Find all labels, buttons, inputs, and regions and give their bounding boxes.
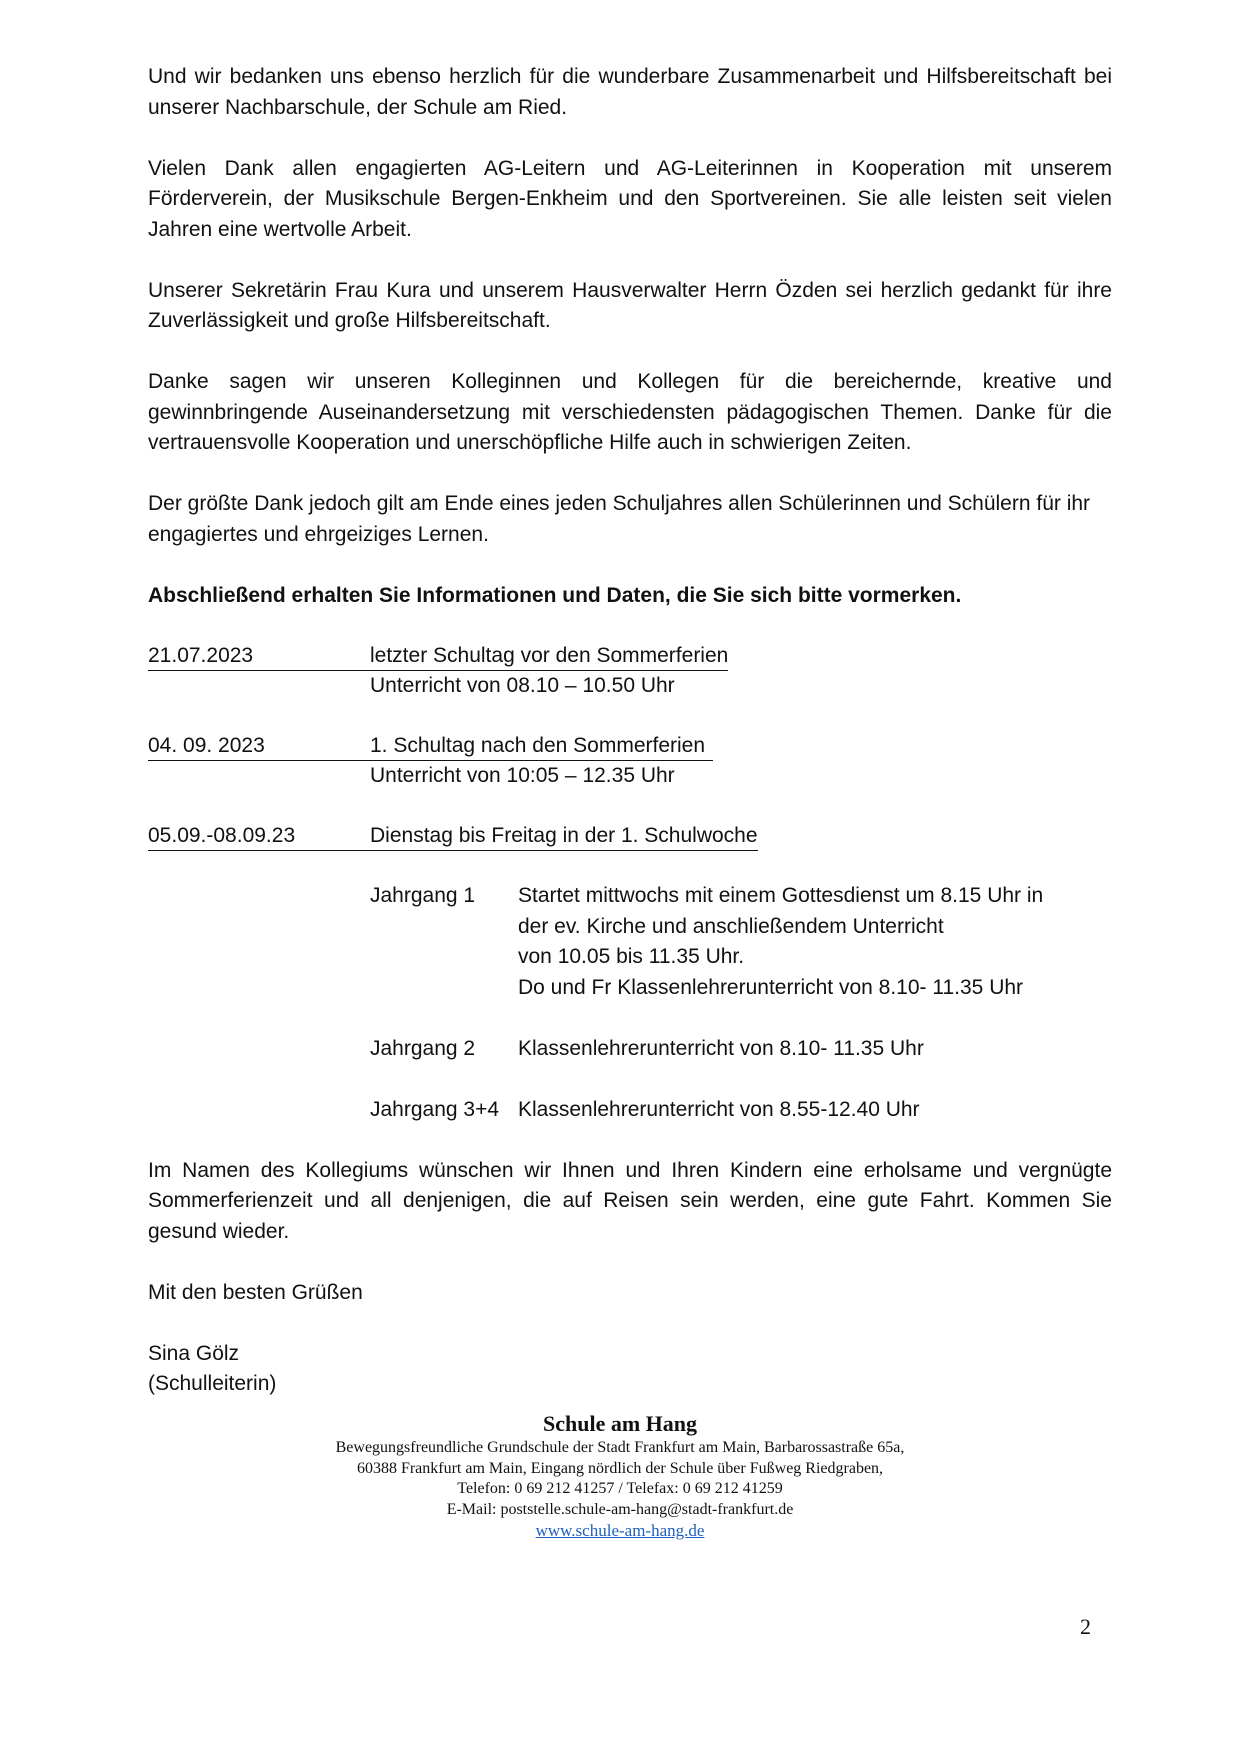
- school-name: Schule am Hang: [542, 1411, 698, 1436]
- date-entry-underlined-row: [148, 732, 713, 761]
- closing-greeting: Mit den besten Grüßen: [148, 1280, 363, 1304]
- paragraph-thanks-ag-leaders: Vielen Dank allen engagierten AG-Leitern und AG-Leiterinnen in Kooperation mit unserem Förderverein, der Musikschule Bergen-Enkheim und den Sportvereinen. Sie alle leisten seit vielen Jahren eine wertvolle Arbeit.: [148, 156, 1112, 241]
- date-detail: Unterricht von 08.10 – 10.50 Uhr: [370, 673, 675, 697]
- date-title: letzter Schultag vor den Sommerferien: [370, 643, 729, 667]
- grade-label: Jahrgang 2: [370, 1036, 476, 1060]
- date-detail: Unterricht von 10:05 – 12.35 Uhr: [370, 763, 675, 787]
- grade-schedule-line: Do und Fr Klassenlehrerunterricht von 8.10- 11.35 Uhr: [518, 975, 1024, 999]
- paragraph-thanks-students: Der größte Dank jedoch gilt am Ende eines jeden Schuljahres allen Schülerinnen und Schülern für ihr engagiertes und ehrgeiziges Lernen.: [148, 492, 1091, 546]
- letterhead-footer: [0, 1410, 1240, 1542]
- footer-address-line: 60388 Frankfurt am Main, Eingang nördlich der Schule über Fußweg Riedgraben,: [356, 1459, 884, 1477]
- grade-schedule-line: Startet mittwochs mit einem Gottesdienst um 8.15 Uhr in: [518, 884, 1044, 907]
- date-entry: [148, 642, 1112, 702]
- grade-label: Jahrgang 1: [370, 884, 476, 907]
- paragraph-thanks-neighbor-school: Und wir bedanken uns ebenso herzlich für die wunderbare Zusammenarbeit und Hilfsbereitschaft bei unserer Nachbarschule, der Schule am Ried.: [148, 65, 1112, 119]
- footer-address-line: Bewegungsfreundliche Grundschule der Stadt Frankfurt am Main, Barbarossastraße 65a,: [335, 1439, 905, 1456]
- info-heading: Abschließend erhalten Sie Informationen und Daten, die Sie sich bitte vormerken.: [148, 583, 962, 607]
- date-entry: [148, 822, 1112, 851]
- paragraph-thanks-colleagues: Danke sagen wir unseren Kolleginnen und Kollegen für die bereichernde, kreative und gewinnbringende Auseinandersetzung mit verschiedensten pädagogischen Themen. Danke für die vertrauensvolle Kooperation und unerschöpfliche Hilfe auch in schwierigen Zeiten.: [148, 370, 1112, 454]
- signer-name: Sina Gölz: [148, 1341, 240, 1365]
- signature-block: [148, 1339, 1112, 1400]
- paragraph-summer-wishes: Im Namen des Kollegiums wünschen wir Ihnen und Ihren Kindern eine erholsame und vergnügte Sommerferienzeit und all denjenigen, die auf Reisen sein werden, eine gute Fahrt. Kommen Sie gesund wieder.: [148, 1158, 1112, 1243]
- signer-role: (Schulleiterin): [148, 1372, 277, 1395]
- date-entry-underlined-row: [148, 642, 728, 671]
- grade-schedule-line: von 10.05 bis 11.35 Uhr.: [518, 945, 745, 968]
- page-number: 2: [1080, 1614, 1091, 1639]
- grade-schedule: [518, 1034, 1112, 1065]
- grade-label: Jahrgang 3+4: [370, 1097, 500, 1121]
- grade-schedule-line: Klassenlehrerunterricht von 8.55-12.40 Uhr: [518, 1097, 920, 1121]
- grade-schedule: [518, 1095, 1112, 1126]
- grade-schedule-line: der ev. Kirche und anschließendem Unterricht: [518, 914, 944, 938]
- paragraph-thanks-staff: Unserer Sekretärin Frau Kura und unserem Hausverwalter Herrn Özden sei herzlich gedankt für ihre Zuverlässigkeit und große Hilfsbereitschaft.: [148, 278, 1112, 332]
- grade-entry: [148, 881, 1112, 1003]
- date-title: Dienstag bis Freitag in der 1. Schulwoche: [370, 823, 758, 847]
- website-link[interactable]: www.schule-am-hang.de: [535, 1521, 705, 1540]
- grade-schedule-line: Klassenlehrerunterricht von 8.10- 11.35 Uhr: [518, 1036, 924, 1060]
- date-entry: [148, 732, 1112, 792]
- date-value: 04. 09. 2023: [148, 733, 265, 757]
- date-value: 05.09.-08.09.23: [148, 823, 296, 847]
- date-value: 21.07.2023: [148, 643, 254, 667]
- letter-body: [148, 62, 1112, 1400]
- footer-email-line: E-Mail: poststelle.schule-am-hang@stadt-frankfurt.de: [446, 1500, 794, 1518]
- date-entry-underlined-row: [148, 822, 758, 851]
- grade-entry: [148, 1095, 1112, 1126]
- date-title: 1. Schultag nach den Sommerferien: [370, 733, 706, 757]
- grade-schedule: [518, 881, 1112, 1003]
- grade-entry: [148, 1034, 1112, 1065]
- footer-phone-line: Telefon: 0 69 212 41257 / Telefax: 0 69 212 41259: [457, 1480, 783, 1497]
